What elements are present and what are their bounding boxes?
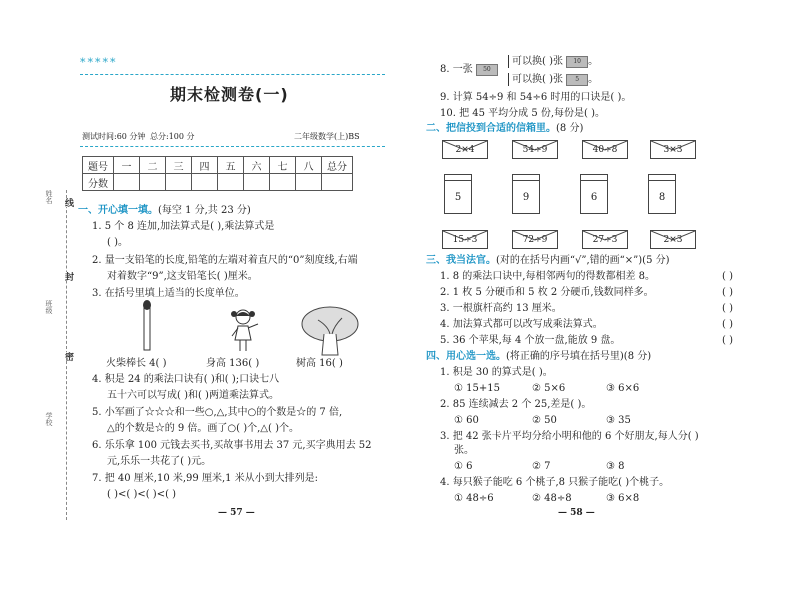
envelope-icon xyxy=(443,231,487,248)
tree-icon xyxy=(298,306,362,356)
score-header-cell: 总分 xyxy=(322,157,353,174)
envelope-label: 54÷9 xyxy=(522,145,548,155)
choice-2: 2. 85 连续减去 2 个 25,差是( )。 xyxy=(440,399,592,410)
score-cell[interactable] xyxy=(114,174,140,191)
mailbox-lid xyxy=(648,174,676,181)
section-2-note: (8 分) xyxy=(556,123,584,134)
choice-3-option-2[interactable]: ② 7 xyxy=(532,461,551,472)
score-header-cell: 八 xyxy=(296,157,322,174)
score-header-cell: 七 xyxy=(270,157,296,174)
side-mark-line: 线 xyxy=(63,198,73,207)
girl-icon xyxy=(228,308,262,354)
section-3-heading xyxy=(426,254,670,267)
mailbox-label: 6 xyxy=(590,192,598,203)
judge-3: 3. 一根旗杆高约 13 厘米。 xyxy=(440,303,562,314)
question-8-line2: 可以换( )张 5 。 xyxy=(508,73,598,86)
envelope-label: 40÷8 xyxy=(592,145,618,155)
judge-1: 1. 8 的乘法口诀中,每相邻两句的得数都相差 8。 xyxy=(440,271,655,282)
envelope-icon xyxy=(651,231,695,248)
header-divider xyxy=(80,74,385,75)
choice-4: 4. 每只猴子能吃 6 个桃子,8 只猴子能吃( )个桃子。 xyxy=(440,477,670,488)
question-2-line1: 2. 量一支铅笔的长度,铅笔的左端对着直尺的“0”刻度线,右端 xyxy=(92,255,358,266)
envelope-icon xyxy=(651,141,695,158)
envelope-27div3[interactable] xyxy=(582,230,628,249)
judge-4-answer[interactable]: ( ) xyxy=(722,319,733,330)
test-time: 测试时间:60 分钟 xyxy=(82,132,146,141)
question-1-line1: 1. 5 个 8 连加,加法算式是( ),乘法算式是 xyxy=(92,221,275,232)
envelope-icon xyxy=(513,141,557,158)
score-cell[interactable] xyxy=(270,174,296,191)
judge-5-answer[interactable]: ( ) xyxy=(722,335,733,346)
choice-3-line2: 张。 xyxy=(454,445,474,456)
question-1-line2: ( )。 xyxy=(107,237,128,248)
choice-1-option-1[interactable]: ① 15+15 xyxy=(454,383,500,394)
envelope-label: 3×3 xyxy=(663,145,683,155)
section-3-note: (对的在括号内画“√”,错的画“×”)(5 分) xyxy=(496,255,670,266)
score-header-cell: 题号 xyxy=(83,157,114,174)
envelope-15div3[interactable] xyxy=(442,230,488,249)
choice-2-option-2[interactable]: ② 50 xyxy=(532,415,557,426)
choice-4-option-3[interactable]: ③ 6×8 xyxy=(606,493,640,504)
score-cell[interactable] xyxy=(322,174,353,191)
choice-3-line1: 3. 把 42 张卡片平均分给小明和他的 6 个好朋友,每人分( ) xyxy=(440,431,699,442)
envelope-icon xyxy=(513,231,557,248)
choice-3-option-1[interactable]: ① 6 xyxy=(454,461,473,472)
question-4-line1: 4. 积是 24 的乘法口诀有( )和( );口诀七八 xyxy=(92,374,280,385)
score-cell[interactable] xyxy=(166,174,192,191)
score-header-cell: 四 xyxy=(192,157,218,174)
page-number: — 58 — xyxy=(558,508,595,518)
envelope-label: 72÷9 xyxy=(522,235,548,245)
question-6-line1: 6. 乐乐拿 100 元钱去买书,买故事书用去 37 元,买字典用去 52 xyxy=(92,440,372,451)
envelope-icon xyxy=(583,141,627,158)
question-10: 10. 把 45 平均分成 5 份,每份是( )。 xyxy=(440,108,606,119)
page-number: — 57 — xyxy=(218,508,255,518)
choice-1-option-2[interactable]: ② 5×6 xyxy=(532,383,566,394)
matchstick-icon xyxy=(140,300,154,352)
question-8-prefix xyxy=(440,63,498,76)
right-page xyxy=(400,0,800,589)
judge-5: 5. 36 个苹果,每 4 个放一盘,能放 9 盘。 xyxy=(440,335,621,346)
question-6-line2: 元,乐乐一共花了( )元。 xyxy=(107,456,212,467)
mailbox-label: 9 xyxy=(522,192,530,203)
score-table xyxy=(82,156,353,191)
side-mark-seal: 封 xyxy=(63,272,73,281)
mailbox-5[interactable] xyxy=(444,180,472,214)
mailbox-lid xyxy=(580,174,608,181)
envelope-3x3[interactable] xyxy=(650,140,696,159)
choice-3-option-3[interactable]: ③ 8 xyxy=(606,461,625,472)
question-8-line1-text: 可以换( )张 xyxy=(512,56,563,67)
section-2-heading xyxy=(426,122,583,135)
section-4-note: (将正确的序号填在括号里)(8 分) xyxy=(506,351,652,362)
judge-2: 2. 1 枚 5 分硬币和 5 枚 2 分硬币,钱数同样多。 xyxy=(440,287,654,298)
envelope-label: 2×3 xyxy=(663,235,683,245)
side-label-school: 学校 xyxy=(45,412,53,426)
grade-label: 二年级数学(上)BS xyxy=(294,132,360,141)
caption-tree: 树高 16( ) xyxy=(296,358,343,369)
score-header-cell: 二 xyxy=(140,157,166,174)
choice-4-option-1[interactable]: ① 48÷6 xyxy=(454,493,494,504)
score-cell[interactable] xyxy=(218,174,244,191)
judge-3-answer[interactable]: ( ) xyxy=(722,303,733,314)
section-1-note: (每空 1 分,共 23 分) xyxy=(158,205,251,216)
question-5-line2: △的个数是☆的 9 倍。画了○( )个,△( )个。 xyxy=(107,423,299,434)
envelope-2x3[interactable] xyxy=(650,230,696,249)
side-label-class: 班级 xyxy=(45,300,53,314)
score-cell[interactable] xyxy=(192,174,218,191)
envelope-40div8[interactable] xyxy=(582,140,628,159)
envelope-72div9[interactable] xyxy=(512,230,558,249)
section-3-title: 三、我当法官。 xyxy=(426,255,496,266)
section-4-title: 四、用心选一选。 xyxy=(426,351,506,362)
question-8-prefix-text: 8. 一张 xyxy=(440,64,473,75)
score-table-header-row xyxy=(83,157,353,174)
mailbox-8[interactable] xyxy=(648,180,676,214)
mailbox-lid xyxy=(444,174,472,181)
question-5-line1: 5. 小军画了☆☆☆和一些○,△,其中○的个数是☆的 7 倍, xyxy=(92,407,343,418)
score-cell[interactable] xyxy=(244,174,270,191)
question-9: 9. 计算 54÷9 和 54÷6 时用的口诀是( )。 xyxy=(440,92,632,103)
section-4-heading xyxy=(426,350,651,363)
mailbox-label: 8 xyxy=(658,192,666,203)
score-header-cell: 一 xyxy=(114,157,140,174)
score-row-label: 分数 xyxy=(83,174,114,191)
judge-4: 4. 加法算式都可以改写成乘法算式。 xyxy=(440,319,603,330)
score-header-cell: 三 xyxy=(166,157,192,174)
section-1-title: 一、开心填一填。 xyxy=(78,205,158,216)
choice-1: 1. 积是 30 的算式是( )。 xyxy=(440,367,553,378)
section-1-heading xyxy=(78,204,251,217)
question-4-line2: 五十六可以写成( )和( )两道乘法算式。 xyxy=(107,390,279,401)
question-7-line2: ( )<( )<( )<( ) xyxy=(107,489,177,500)
envelope-54div9[interactable] xyxy=(512,140,558,159)
choice-2-option-3[interactable]: ③ 35 xyxy=(606,415,631,426)
mailbox-6[interactable] xyxy=(580,180,608,214)
question-8-line2-text: 可以换( )张 xyxy=(512,74,563,85)
envelope-label: 15÷3 xyxy=(452,235,478,245)
caption-matchstick: 火柴棒长 4( ) xyxy=(106,358,167,369)
score-cell[interactable] xyxy=(296,174,322,191)
envelope-icon xyxy=(443,141,487,158)
fifty-yuan-bill-icon: 50 xyxy=(476,64,498,76)
score-header-cell: 六 xyxy=(244,157,270,174)
envelope-label: 27÷3 xyxy=(592,235,618,245)
question-7-line1: 7. 把 40 厘米,10 米,99 厘米,1 米从小到大排列是: xyxy=(92,473,319,484)
side-mark-secret: 密 xyxy=(63,352,73,361)
envelope-2x4[interactable] xyxy=(442,140,488,159)
total-score: 总分:100 分 xyxy=(150,132,195,141)
score-table-score-row xyxy=(83,174,353,191)
side-label-name: 姓名 xyxy=(45,190,53,204)
score-header-cell: 五 xyxy=(218,157,244,174)
judge-1-answer[interactable]: ( ) xyxy=(722,271,733,282)
choice-2-option-1[interactable]: ① 60 xyxy=(454,415,479,426)
envelope-icon xyxy=(583,231,627,248)
mailbox-9[interactable] xyxy=(512,180,540,214)
score-cell[interactable] xyxy=(140,174,166,191)
question-3: 3. 在括号里填上适当的长度单位。 xyxy=(92,288,245,299)
mailbox-lid xyxy=(512,174,540,181)
meta-divider xyxy=(80,146,385,147)
page-title: 期末检测卷(一) xyxy=(170,85,289,104)
choice-1-option-3[interactable]: ③ 6×6 xyxy=(606,383,640,394)
envelope-label: 2×4 xyxy=(455,145,475,155)
mailbox-label: 5 xyxy=(454,192,462,203)
judge-2-answer[interactable]: ( ) xyxy=(722,287,733,298)
question-2-line2: 对着数字“9”,这支铅笔长( )厘米。 xyxy=(107,271,258,282)
section-2-title: 二、把信投到合适的信箱里。 xyxy=(426,123,556,134)
choice-4-option-2[interactable]: ② 48÷8 xyxy=(532,493,572,504)
decorative-stars: ***** xyxy=(80,56,118,69)
question-8-line1: 可以换( )张 10 。 xyxy=(508,55,598,68)
five-yuan-bill-icon: 5 xyxy=(566,74,588,86)
ten-yuan-bill-icon: 10 xyxy=(566,56,588,68)
caption-height: 身高 136( ) xyxy=(206,358,260,369)
